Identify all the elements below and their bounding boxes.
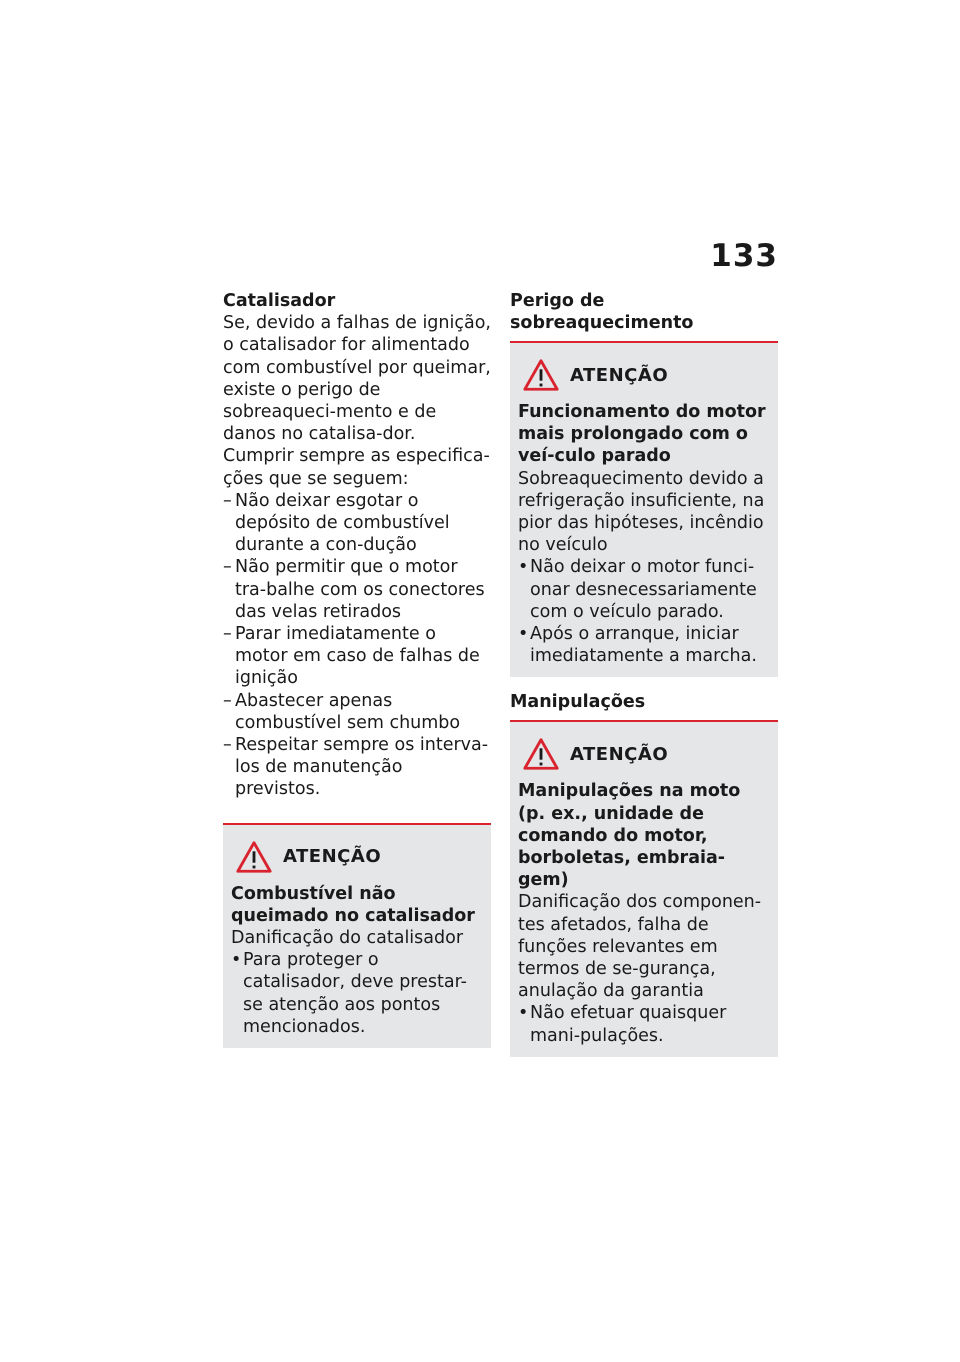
section-title-sobreaquecimento: Perigo de sobreaquecimento (510, 291, 694, 333)
list-item: • Para proteger o catalisador, deve prestar-se atenção aos pontos mencionados. (231, 949, 483, 1038)
warning-triangle-icon (235, 839, 273, 875)
list-item: • Não deixar o motor funci-onar desnecessariamente com o veículo parado. (518, 556, 770, 623)
warning-box-sobreaquecimento (510, 341, 778, 677)
warning-label: ATENÇÃO (283, 846, 382, 868)
intro-paragraph: Se, devido a falhas de ignição, o catalisador for alimentado com combustível por queimar, existe o perigo de sobreaqueci-mento e de danos no catalisa-dor. (223, 313, 491, 445)
warning-text: Danificação dos componen-tes afetados, falha de funções relevantes em termos de se-gurança, anulação da garantia (518, 892, 762, 1002)
warning-box-manipulacoes (510, 720, 778, 1056)
warning-heading: Funcionamento do motor mais prolongado com o veí-culo parado (518, 402, 766, 467)
warning-box-catalisador (223, 823, 491, 1048)
warning-heading: Manipulações na moto (p. ex., unidade de comando do motor, borboletas, embraia-gem) (518, 781, 741, 891)
warning-text: Danificação do catalisador (231, 928, 464, 949)
warning-bullets (518, 556, 770, 667)
warning-text: Sobreaquecimento devido a refrigeração insuficiente, na pior das hipóteses, incêndio no veículo (518, 468, 765, 556)
section-title-manipulacoes: Manipulações (510, 692, 646, 713)
warning-label: ATENÇÃO (570, 743, 669, 765)
warning-triangle-icon (522, 357, 560, 393)
warning-bullets (518, 1002, 770, 1046)
left-column (223, 290, 491, 1048)
warning-header (518, 734, 770, 774)
list-item: • Após o arranque, iniciar imediatamente a marcha. (518, 623, 770, 667)
list-item: – Respeitar sempre os interva-los de manutenção previstos. (223, 734, 491, 801)
list-item: • Não efetuar quaisquer mani-pulações. (518, 1002, 770, 1046)
warning-header (518, 355, 770, 395)
instructions-paragraph: Cumprir sempre as especifica-ções que se seguem: (223, 446, 490, 489)
requirements-list (223, 490, 491, 801)
right-column (510, 290, 778, 1057)
section-title-catalisador: Catalisador (223, 291, 336, 311)
warning-header (231, 837, 483, 877)
list-item: – Não deixar esgotar o depósito de combustível durante a con-dução (223, 490, 491, 557)
warning-bullets (231, 949, 483, 1038)
page-number: 133 (710, 238, 778, 274)
list-item: – Parar imediatamente o motor em caso de falhas de ignição (223, 623, 491, 690)
warning-triangle-icon (522, 736, 560, 772)
list-item: – Abastecer apenas combustível sem chumbo (223, 690, 491, 734)
list-item: – Não permitir que o motor tra-balhe com os conectores das velas retirados (223, 556, 491, 623)
warning-label: ATENÇÃO (570, 364, 669, 386)
warning-heading: Combustível não queimado no catalisador (231, 883, 475, 926)
